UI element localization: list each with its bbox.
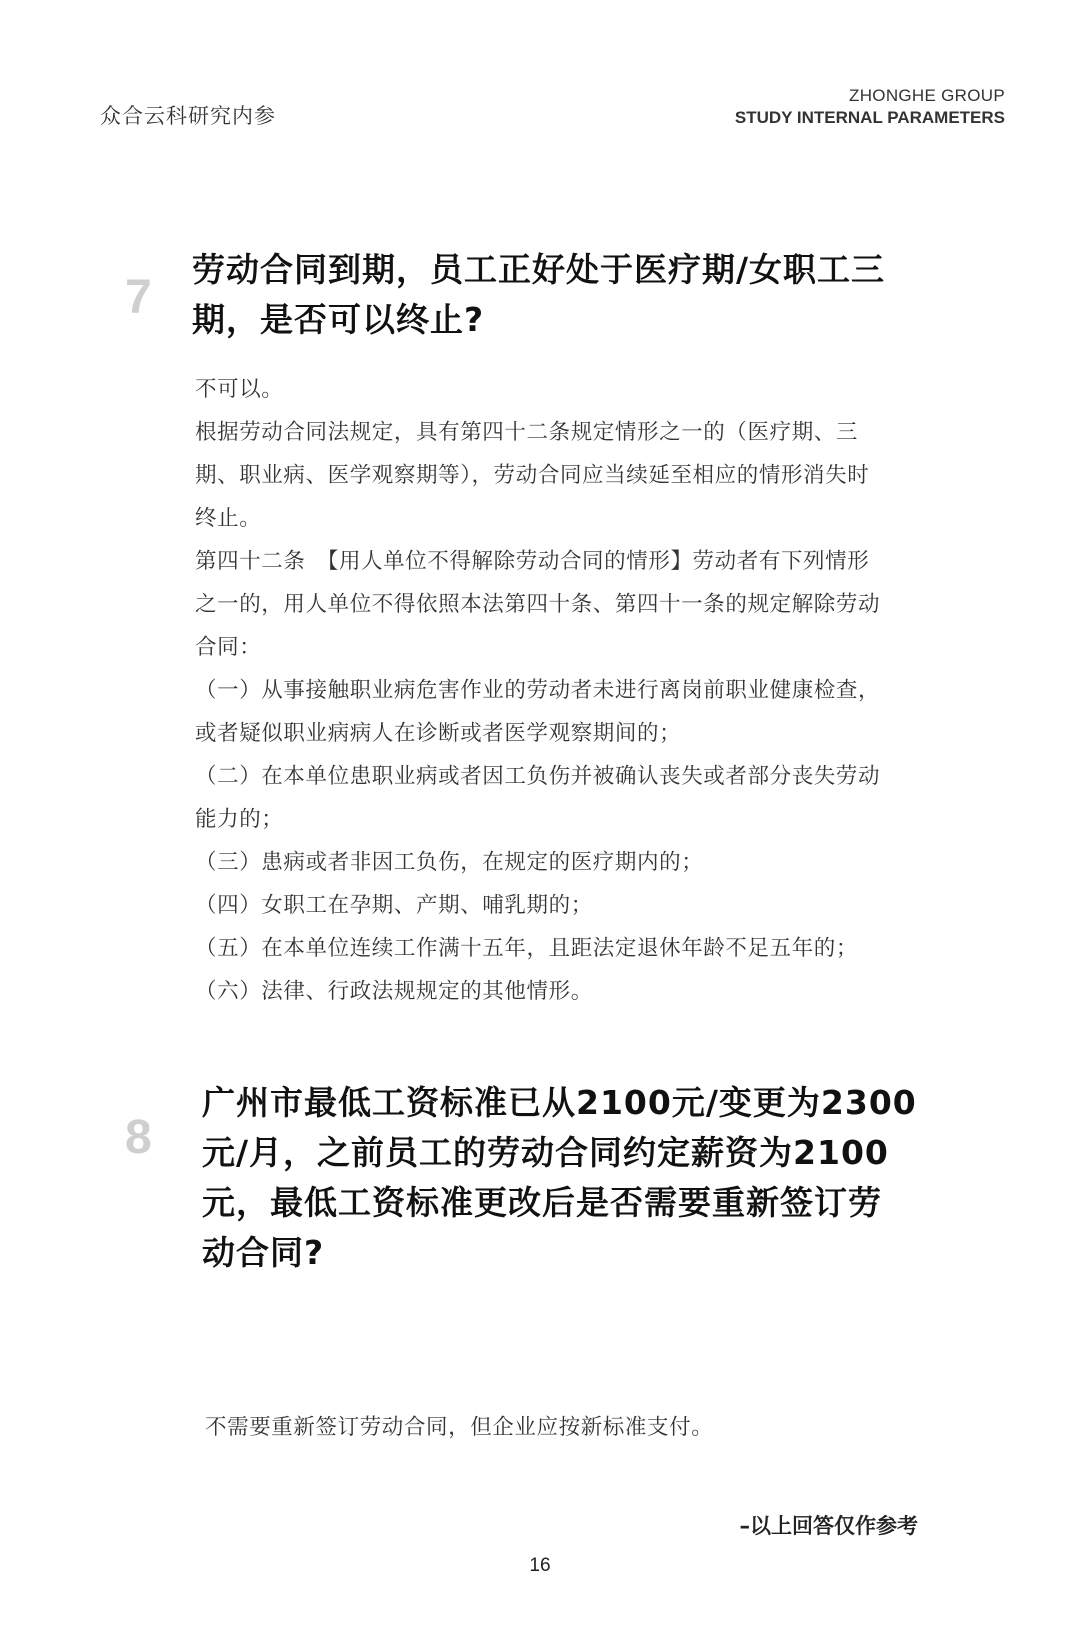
question-8-title-line: 广州市最低工资标准已从2100元/变更为2300 (202, 1083, 917, 1122)
question-7-title (192, 245, 885, 345)
question-8-number: 8 (125, 1111, 152, 1164)
header-brand (735, 86, 1005, 128)
answer-line: 能力的； (195, 807, 284, 832)
header-publication-name: 众合云科研究内参 (100, 104, 276, 128)
question-8-title (202, 1078, 917, 1278)
answer-line: 期、职业病、医学观察期等），劳动合同应当续延至相应的情形消失时 (195, 463, 870, 488)
question-7-title-line: 劳动合同到期，员工正好处于医疗期/女职工三 (192, 250, 886, 289)
answer-line: （六）法律、行政法规规定的其他情形。 (195, 979, 593, 1004)
question-8-title-line: 元/月，之前员工的劳动合同约定薪资为2100 (202, 1133, 889, 1172)
question-8-title-line: 元，最低工资标准更改后是否需要重新签订劳 (202, 1183, 882, 1222)
header-brand-line1: ZHONGHE GROUP (849, 86, 1005, 105)
question-7-title-line: 期，是否可以终止? (192, 300, 485, 339)
question-7-answer (195, 368, 880, 1013)
answer-line: （四）女职工在孕期、产期、哺乳期的； (195, 893, 593, 918)
answer-line: 第四十二条 【用人单位不得解除劳动合同的情形】劳动者有下列情形 (195, 549, 870, 574)
question-7-number: 7 (125, 271, 152, 324)
answer-line: （二）在本单位患职业病或者因工负伤并被确认丧失或者部分丧失劳动 (195, 764, 881, 789)
answer-line: 合同： (195, 635, 262, 660)
answer-line: 终止。 (195, 506, 262, 531)
answer-line: （一）从事接触职业病危害作业的劳动者未进行离岗前职业健康检查， (195, 678, 881, 703)
answer-line: 之一的，用人单位不得依照本法第四十条、第四十一条的规定解除劳动 (195, 592, 881, 617)
page-number: 16 (529, 1555, 551, 1576)
answer-line: 或者疑似职业病病人在诊断或者医学观察期间的； (195, 721, 682, 746)
answer-line: （五）在本单位连续工作满十五年，且距法定退休年龄不足五年的； (195, 936, 859, 961)
signoff-note: –以上回答仅作参考 (739, 1514, 918, 1538)
question-8-answer: 不需要重新签订劳动合同，但企业应按新标准支付。 (205, 1415, 714, 1440)
answer-line: 根据劳动合同法规定，具有第四十二条规定情形之一的（医疗期、三 (195, 420, 859, 445)
question-8-title-line: 动合同? (202, 1233, 325, 1272)
answer-line: （三）患病或者非因工负伤，在规定的医疗期内的； (195, 850, 704, 875)
header-brand-line2: STUDY INTERNAL PARAMETERS (734, 108, 1005, 127)
answer-line: 不可以。 (195, 377, 284, 402)
